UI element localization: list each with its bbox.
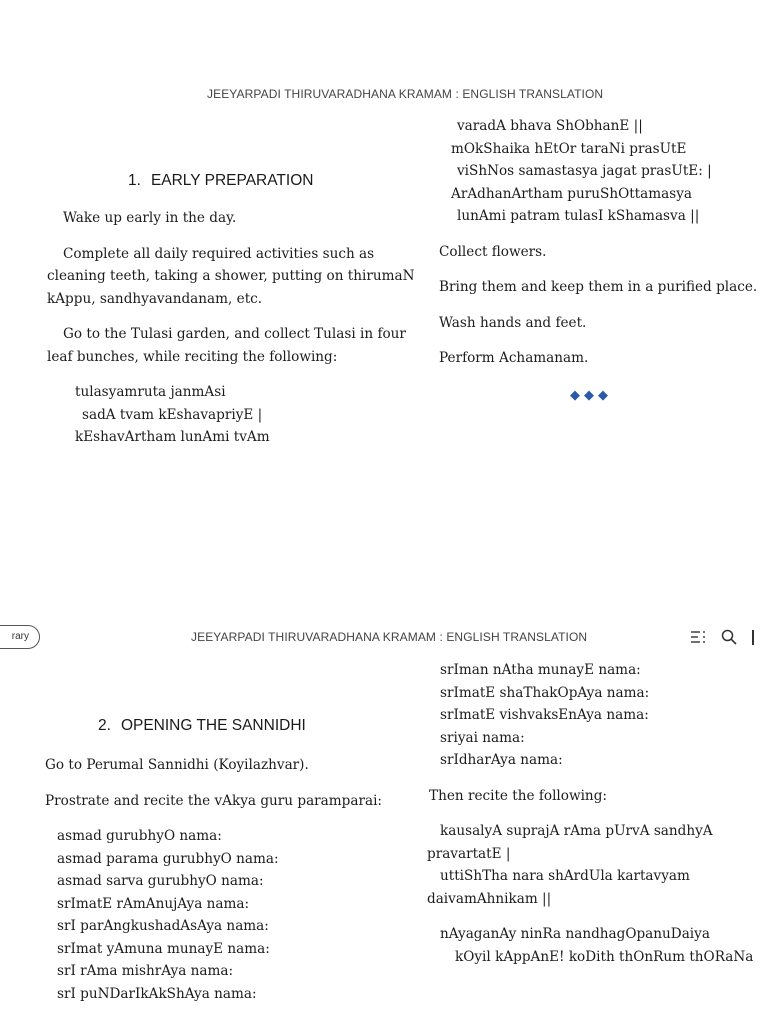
verse-line: asmad parama gurubhyO nama: xyxy=(57,850,279,867)
library-button[interactable]: rary xyxy=(0,625,40,649)
verse-line: uttiShTha nara shArdUla kartavyam xyxy=(440,868,690,884)
paragraph: Wake up early in the day. xyxy=(63,210,237,226)
verse-block xyxy=(47,381,414,449)
verse-line: srIman nAtha munayE nama: xyxy=(440,662,641,678)
verse-block xyxy=(427,923,753,968)
section-title: EARLY PREPARATION xyxy=(150,172,314,189)
verse-line: srImat yAmuna munayE nama: xyxy=(57,940,270,957)
verse-line: asmad sarva gurubhyO nama: xyxy=(57,873,264,889)
verse-block xyxy=(439,115,757,228)
right-column xyxy=(439,115,757,370)
left-column xyxy=(47,207,414,449)
left-column xyxy=(45,754,382,1005)
verse-line: srIdharAya nama: xyxy=(440,752,563,768)
verse-block xyxy=(45,825,382,1005)
verse-line: srImatE rAmAnujAya nama: xyxy=(57,895,250,912)
verse-line: lunAmi patram tulasI kShamasva || xyxy=(457,208,700,224)
verse-line: kOyil kAppAnE! koDith thOnRum thORaNa xyxy=(455,948,754,965)
right-column xyxy=(427,659,753,968)
verse-line: viShNos samastasya jagat prasUtE: | xyxy=(457,163,712,179)
verse-line: srImatE vishvaksEnAya nama: xyxy=(440,707,649,723)
section-title: OPENING THE SANNIDHI xyxy=(120,717,306,734)
paragraph-line: Go to the Tulasi garden, and collect Tulasi in four xyxy=(63,326,406,342)
verse-line: srImatE shaThakOpAya nama: xyxy=(440,684,650,701)
verse-line: varadA bhava ShObhanE || xyxy=(457,118,643,134)
paragraph-line: cleaning teeth, taking a shower, putting on thirumaN xyxy=(47,268,415,284)
paragraph: Collect flowers. xyxy=(439,243,547,260)
verse-line: srI puNDarIkAkShAya nama: xyxy=(57,985,257,1002)
verse-block xyxy=(427,659,753,772)
paragraph: Go to Perumal Sannidhi (Koyilazhvar). xyxy=(45,757,309,773)
section-number: 2. xyxy=(98,717,111,734)
verse-line: tulasyamruta janmAsi xyxy=(75,384,226,400)
paragraph-line: leaf bunches, while reciting the following: xyxy=(47,348,338,365)
verse-line: mOkShaika hEtOr taraNi prasUtE xyxy=(451,140,687,157)
bookmark-edge-icon[interactable] xyxy=(752,630,754,645)
verse-line: asmad gurubhyO nama: xyxy=(57,828,222,844)
section-heading xyxy=(128,172,313,190)
verse-line: nAyaganAy ninRa nandhagOpanuDaiya xyxy=(440,926,710,942)
paragraph: Prostrate and recite the vAkya guru paramparai: xyxy=(45,792,383,809)
list-icon[interactable] xyxy=(690,629,706,645)
paragraph-line: Complete all daily required activities such as xyxy=(63,245,375,262)
verse-block xyxy=(427,820,753,910)
verse-line: ArAdhanArtham puruShOttamasya xyxy=(451,185,693,202)
section-heading xyxy=(98,717,306,735)
paragraph: Then recite the following: xyxy=(429,787,607,804)
paragraph: Perform Achamanam. xyxy=(439,350,589,366)
paragraph-line: kAppu, sandhyavandanam, etc. xyxy=(47,290,263,307)
verse-line: daivamAhnikam || xyxy=(427,890,552,907)
verse-line: sriyai nama: xyxy=(440,729,525,746)
verse-line: pravartatE | xyxy=(427,845,511,862)
ornament-diamonds: ◆◆◆ xyxy=(570,388,612,403)
running-header: JEEYARPADI THIRUVARADHANA KRAMAM : ENGLISH TRANSLATION xyxy=(207,87,604,101)
section-number: 1. xyxy=(128,172,141,189)
verse-line: srI parAngkushadAsAya nama: xyxy=(57,918,269,934)
verse-line: kEshavArtham lunAmi tvAm xyxy=(75,429,270,445)
search-icon[interactable] xyxy=(721,629,737,645)
document-page-2 xyxy=(0,600,768,1024)
paragraph: Wash hands and feet. xyxy=(439,314,587,331)
running-header: JEEYARPADI THIRUVARADHANA KRAMAM : ENGLISH TRANSLATION xyxy=(191,630,588,644)
verse-line: sadA tvam kEshavapriyE | xyxy=(82,406,263,423)
paragraph: Bring them and keep them in a purified place. xyxy=(439,279,758,295)
verse-line: kausalyA suprajA rAma pUrvA sandhyA xyxy=(440,823,713,839)
verse-line: srI rAma mishrAya nama: xyxy=(57,963,234,979)
